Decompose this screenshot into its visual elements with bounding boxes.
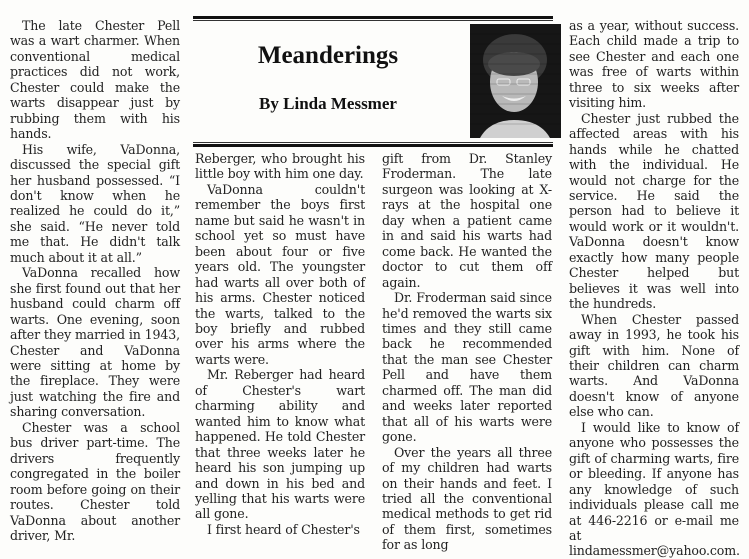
paragraph-continued: as a year, without success. Each child made a trip to see Chester and each one was free of warts within three to six weeks after visiting him. bbox=[569, 18, 739, 111]
paragraph-continued: gift from Dr. Stanley Froderman. The late surgeon was looking at X-rays at the hospital one day when a patient came in and said his warts had come back. He wanted the doctor to cut them off again. bbox=[382, 151, 552, 290]
paragraph: The late Chester Pell was a wart charmer. When conventional medical practices did not work, Chester could make the warts disappear just by rubbing them with his hands. bbox=[10, 18, 180, 142]
byline: By Linda Messmer bbox=[259, 94, 397, 113]
header-top-rule bbox=[193, 16, 553, 19]
paragraph: When Chester passed away in 1993, he took his gift with him. None of their children can charm warts. And VaDonna doesn't know of anyone else who can. bbox=[569, 311, 739, 420]
article-column-4 bbox=[569, 18, 739, 559]
paragraph: Chester just rubbed the affected areas with his hands while he chatted with the individual. He would not charge for the service. He said the person had to believe it would work or it wouldn't. VaDonna doesn't know exactly how many people Chester helped but believes it was well into the hundreds. bbox=[569, 110, 739, 312]
paragraph: VaDonna couldn't remember the boys first name but said he wasn't in school yet so must have been about four or five years old. The youngster had warts all over both of his arms. Chester noticed the warts, talked to the boy briefly and rubbed over his arms where the warts were. bbox=[195, 181, 365, 367]
paragraph: Over the years all three of my children had warts on their hands and feet. I tried all the conventional medical methods to get rid of them first, sometimes for as long bbox=[382, 444, 552, 553]
header-bottom-rule-thin bbox=[193, 142, 553, 143]
column-header bbox=[193, 16, 553, 147]
article-column-3 bbox=[382, 151, 552, 553]
paragraph: VaDonna recalled how she first found out that her husband could charm off warts. One evening, soon after they married in 1943, Chester and VaDonna were sitting at home by the fireplace. They were just watching the fire and sharing conversation. bbox=[10, 265, 180, 420]
paragraph-continued: Reberger, who brought his little boy with him one day. bbox=[195, 151, 365, 182]
column-title: Meanderings bbox=[257, 42, 399, 69]
author-photo bbox=[470, 24, 561, 138]
author-portrait-icon bbox=[470, 24, 561, 138]
paragraph: I first heard of Chester's bbox=[207, 521, 360, 537]
paragraph: His wife, VaDonna, discussed the special gift her husband possessed. “I don't know when he realized he could do it,” she said. “He never told me that. He didn't talk much about it at all.” bbox=[10, 141, 180, 265]
paragraph: Dr. Froderman said since he'd removed the warts six times and they still came back he recommended that the man see Chester Pell and have them charmed off. The man did and weeks later reported that all of his warts were gone. bbox=[382, 290, 552, 445]
paragraph: I would like to know of anyone who possesses the gift of charming warts, fire or bleeding. If anyone has any knowledge of such individuals please call me at 446-2216 or e-mail me at lindamessmer@yahoo.com. bbox=[569, 419, 740, 559]
header-top-rule-thin bbox=[193, 20, 553, 21]
article-column-2 bbox=[195, 151, 365, 537]
paragraph: Mr. Reberger had heard of Chester's wart charming ability and wanted him to know what happened. He told Chester that three weeks later he heard his son jumping up and down in his bed and yelling that his warts were all gone. bbox=[195, 367, 365, 522]
paragraph: Chester was a school bus driver part-time. The drivers frequently congregated in the boiler room before going on their routes. Chester told VaDonna about another driver, Mr. bbox=[10, 419, 180, 543]
header-bottom-rule bbox=[193, 144, 553, 147]
article-column-1 bbox=[10, 18, 180, 543]
